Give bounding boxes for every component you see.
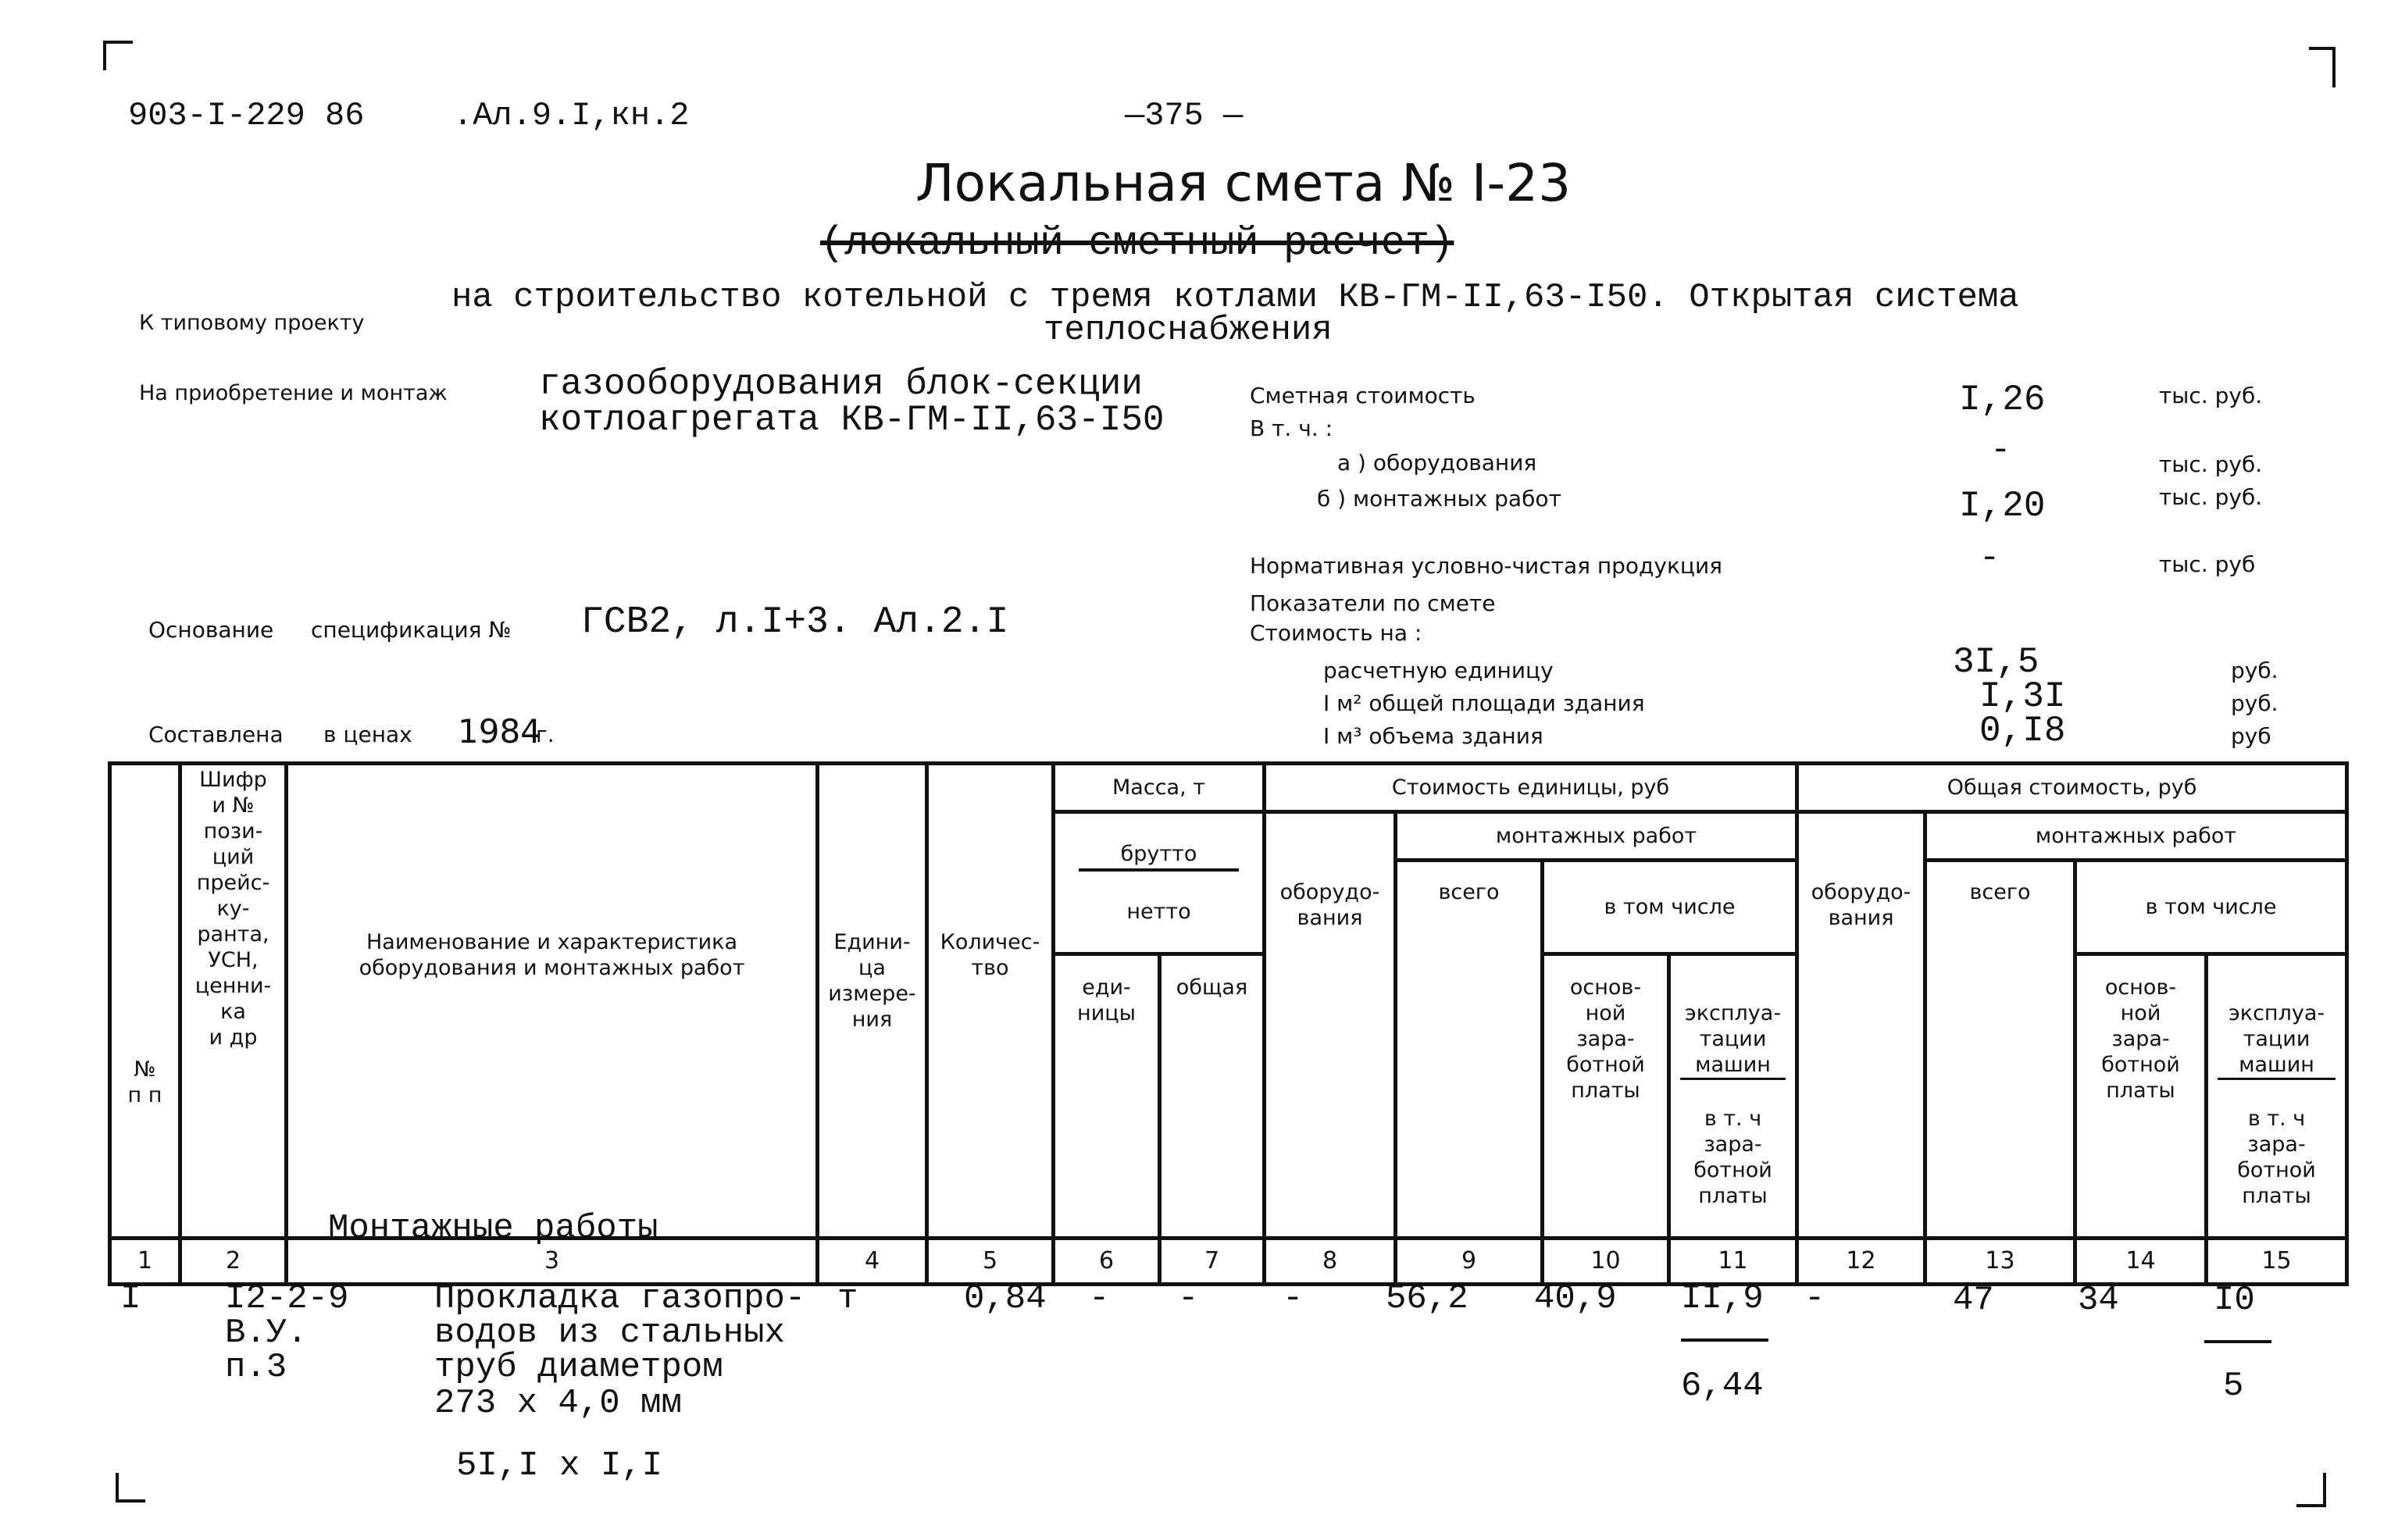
col-header-install-all: всего: [1396, 861, 1543, 1239]
machines-label: эксплуа- тации машин: [1680, 1000, 1786, 1080]
row-total-machines-wage: 5: [2223, 1367, 2244, 1406]
purchase-line-1: газооборудования блок-секции: [539, 364, 1143, 405]
normative-value: -: [1979, 539, 2000, 578]
machines-total-label: эксплуа- тации машин: [2218, 1000, 2336, 1080]
struck-subtitle: (локальный сметный расчет): [820, 220, 1454, 266]
col-header-including-total: в том числе: [2075, 861, 2347, 954]
col-header-gross-net: [1054, 812, 1265, 954]
col-header-unit-cost: Стоимость единицы, руб: [1265, 764, 1797, 812]
col-header-including: в том числе: [1543, 861, 1797, 954]
gross-label: брутто: [1079, 841, 1239, 872]
row-total: 47: [1953, 1281, 1994, 1320]
machines-total-wage-label: в т. ч зара- ботной платы: [2237, 1107, 2316, 1208]
document-title: Локальная смета № I-23: [915, 153, 1572, 213]
column-number: 10: [1543, 1239, 1669, 1285]
equipment-unit: тыс. руб.: [2159, 451, 2263, 477]
net-label: нетто: [1126, 900, 1191, 924]
col-header-install-works: монтажных работ: [1396, 812, 1797, 861]
col-header-machines: [1669, 954, 1797, 1239]
per-area-label: I м² общей площади здания: [1323, 690, 1645, 716]
row-equipment-unit: -: [1283, 1279, 1304, 1318]
row-number: I: [120, 1279, 141, 1318]
compiled-year: 1984: [458, 712, 541, 750]
col-header-name: Наименование и характеристика оборудования и монтажных работ: [287, 764, 818, 1239]
corner-mark-top-left: [103, 41, 133, 70]
row-total-machines-divider: [2204, 1340, 2271, 1343]
row-name-line-2: водов из стальных: [434, 1314, 785, 1353]
col-header-base-wage-total: основ- ной зара- ботной платы: [2075, 954, 2207, 1239]
page-number: —375 —: [1125, 97, 1244, 134]
row-code-line-3: п.3: [225, 1348, 287, 1387]
purchase-line-2: котлоагрегата КВ-ГМ-II,63-I50: [539, 400, 1165, 440]
column-number: 14: [2075, 1239, 2207, 1285]
per-unit-unit: руб.: [2231, 658, 2278, 683]
row-name-line-1: Прокладка газопро-: [434, 1279, 806, 1318]
corner-mark-top-right: [2309, 47, 2336, 87]
row-equipment-total: -: [1804, 1279, 1825, 1318]
row-name-line-4: 273 х 4,0 мм: [434, 1384, 682, 1423]
per-area-unit: руб.: [2231, 690, 2278, 716]
per-volume-label: I м³ объема здания: [1323, 723, 1543, 749]
row-total-wage: 34: [2078, 1281, 2119, 1320]
album-reference: .Ал.9.I,кн.2: [453, 97, 690, 134]
per-unit-value: 3I,5: [1953, 642, 2039, 683]
col-header-quantity: Количес- тво: [927, 764, 1054, 1239]
section-heading: Монтажные работы: [328, 1209, 658, 1248]
corner-mark-bottom-right: [2296, 1473, 2326, 1507]
estimate-cost-label: Сметная стоимость: [1250, 383, 1476, 408]
row-base-wage: 40,9: [1534, 1279, 1617, 1318]
row-unit: т: [837, 1279, 858, 1318]
column-number: 15: [2207, 1239, 2347, 1285]
row-machines-divider: [1681, 1339, 1768, 1342]
normative-unit: тыс. руб: [2159, 551, 2256, 577]
estimate-header-table: [108, 761, 2349, 1286]
column-number: 7: [1160, 1239, 1265, 1285]
column-number: 2: [180, 1239, 287, 1285]
col-header-mass-unit: еди- ницы: [1054, 954, 1160, 1239]
column-number: 9: [1396, 1239, 1543, 1285]
purchase-label: На приобретение и монтаж: [139, 381, 448, 405]
corner-mark-bottom-left: [116, 1473, 145, 1503]
per-volume-value: 0,I8: [1979, 711, 2066, 751]
row-mass-total: -: [1178, 1279, 1199, 1318]
column-number: 12: [1797, 1239, 1925, 1285]
column-number: 1: [110, 1239, 180, 1285]
col-header-install-works-total: монтажных работ: [1925, 812, 2347, 861]
column-number: 4: [818, 1239, 927, 1285]
row-name-line-3: труб диаметром: [434, 1348, 723, 1387]
basis-spec-label: спецификация №: [311, 617, 512, 643]
col-header-total-all: всего: [1925, 861, 2075, 1239]
col-header-unit: Едини- ца измере- ния: [818, 764, 927, 1239]
per-unit-label: расчетную единицу: [1323, 658, 1554, 683]
installation-unit: тыс. руб.: [2159, 484, 2263, 510]
col-header-mass: Масса, т: [1054, 764, 1265, 812]
compiled-label: Составлена: [148, 722, 284, 747]
per-volume-unit: руб: [2231, 723, 2271, 749]
column-number: 13: [1925, 1239, 2075, 1285]
col-header-base-wage: основ- ной зара- ботной платы: [1543, 954, 1669, 1239]
row-mass-unit: -: [1089, 1279, 1110, 1318]
equipment-label: а ) оборудования: [1337, 450, 1537, 476]
indicators-label: Показатели по смете: [1250, 590, 1496, 616]
column-number: 6: [1054, 1239, 1160, 1285]
column-number: 8: [1265, 1239, 1396, 1285]
equipment-value: -: [1990, 431, 2011, 470]
column-number: 3: [287, 1239, 818, 1285]
per-area-value: I,3I: [1979, 676, 2066, 717]
row-code-line-2: В.У.: [225, 1314, 308, 1353]
column-number: 5: [927, 1239, 1054, 1285]
normative-label: Нормативная условно-чистая продукция: [1250, 553, 1722, 579]
installation-value: I,20: [1959, 486, 2046, 526]
row-calculation: 5I,I х I,I: [456, 1446, 663, 1485]
estimate-cost-value: I,26: [1959, 380, 2046, 420]
col-header-equipment: оборудо- вания: [1265, 812, 1396, 1239]
row-total-machines: I0: [2214, 1281, 2255, 1320]
project-line-2: теплоснабжения: [1044, 311, 1333, 350]
col-header-number: № п п: [110, 764, 180, 1239]
estimate-cost-unit: тыс. руб.: [2159, 383, 2263, 408]
row-code-line-1: I2-2-9: [225, 1279, 349, 1318]
basis-value: ГСВ2, л.I+3. Ал.2.I: [581, 601, 1009, 643]
col-header-code: Шифр и № пози- ций прейс- ку- ранта, УСН, ценни- ка и др: [180, 764, 287, 1239]
basis-label: Основание: [148, 617, 274, 643]
col-header-machines-total: [2207, 954, 2347, 1239]
row-install-total: 56,2: [1386, 1279, 1468, 1318]
compiled-in-prices: в ценах: [323, 722, 412, 747]
compiled-suffix: г.: [536, 722, 555, 747]
row-machines: II,9: [1681, 1279, 1764, 1318]
project-line-1: на строительство котельной с тремя котлами КВ-ГМ-II,63-I50. Открытая система: [451, 278, 2019, 317]
installation-label: б ) монтажных работ: [1317, 486, 1561, 512]
including-label: В т. ч. :: [1250, 415, 1333, 441]
row-quantity: 0,84: [964, 1279, 1047, 1318]
col-header-mass-total: общая: [1160, 954, 1265, 1239]
column-number: 11: [1669, 1239, 1797, 1285]
machines-wage-label: в т. ч зара- ботной платы: [1693, 1107, 1772, 1208]
row-machines-wage: 6,44: [1681, 1367, 1764, 1406]
cost-per-label: Стоимость на :: [1250, 620, 1422, 646]
col-header-equipment-total: оборудо- вания: [1797, 812, 1925, 1239]
document-code: 903-I-229 86: [128, 97, 365, 134]
project-label: К типовому проекту: [139, 311, 365, 335]
col-header-total-cost: Общая стоимость, руб: [1797, 764, 2347, 812]
